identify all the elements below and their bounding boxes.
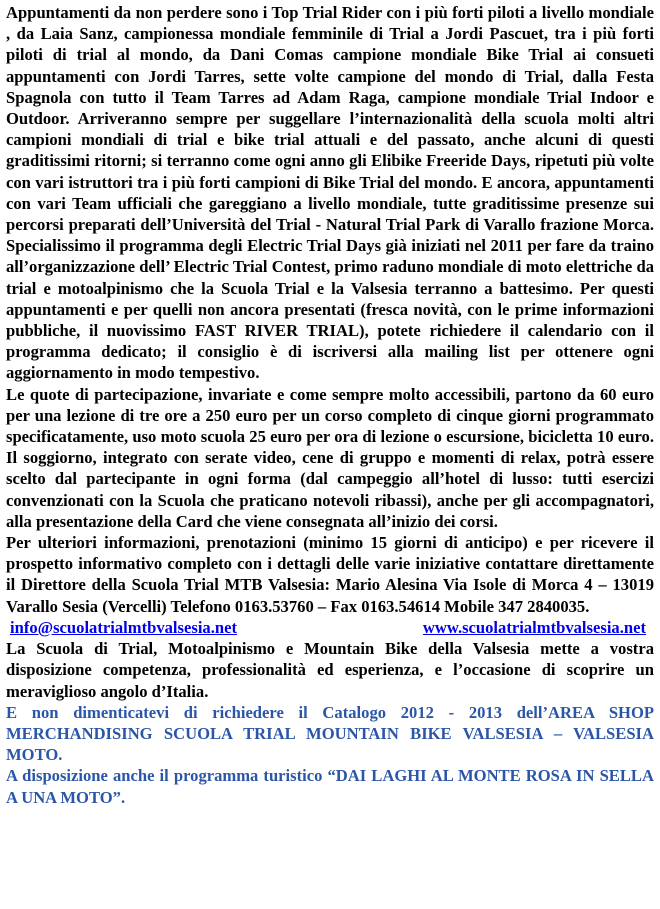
tour-note: A disposizione anche il programma turistico “DAI LAGHI AL MONTE ROSA IN SELLA A UNA MOTO”. [6,766,654,807]
catalog-note: E non dimenticatevi di richiedere il Catalogo 2012 - 2013 dell’AREA SHOP MERCHANDISING SCUOLA TRIAL MOUNTAIN BIKE VALSESIA – VALSESIA MOTO. [6,702,654,765]
paragraph-events: Appuntamenti da non perdere sono i Top Trial Rider con i più forti piloti a livello mondiale , da Laia Sanz, campionessa mondiale femminile di Trial a Jordi Pascuet, tra i più forti piloti di trial al mondo, da Dani Comas campione mondiale Bike Trial ai consueti appuntamenti con Jordi Tarres, sette volte campione del mondo di Trial, dalla Festa Spagnola con tutto il Team Tarres ad Adam Raga, campione mondiale Trial Indoor e Outdoor. Arriveranno sempre per suggellare l’internazionalità della scuola molti altri campioni mondiali di trial e bike trial attuali e del passato, anche alcuni di questi graditissimi ritorni; si terranno come ogni anno gli Elibike Freeride Days, ripetuti più volte con vari istruttori tra i più forti campioni di Bike Trial del mondo. E ancora, appuntamenti con vari Team ufficiali che gareggiano a livello mondiale, tutte graditissime presenze sui percorsi preparati dell’Università del Trial - Natural Trial Park di Varallo frazione Morca. Specialissimo il programma degli Electric Trial Days già iniziati nel 2011 per fare da traino all’organizzazione dell’ Electric Trial Contest, primo raduno mondiale di moto elettriche da trial e motoalpinismo che la Scuola Trial e la Valsesia terranno a battesimo. Per questi appuntamenti e per quelli non ancora presentati (fresca novità, con le prime informazioni pubbliche, il nuovissimo FAST RIVER TRIAL), potete richiedere il calendario con il programma dedicato; il consiglio è di iscriversi alla mailing list per ottenere ogni aggiornamento in modo tempestivo. [6,3,654,383]
closing-notes [6,702,654,808]
paragraph-contacts: Per ulteriori informazioni, prenotazioni (minimo 15 giorni di anticipo) e per ricevere il prospetto informativo completo con i dettagli delle varie iniziative contattare direttamente il Direttore della Scuola Trial MTB Valsesia: Mario Alesina Via Isole di Morca 4 – 13019 Varallo Sesia (Vercelli) Telefono 0163.53760 – Fax 0163.54614 Mobile 347 2840035. [6,533,654,616]
paragraph-school: La Scuola di Trial, Motoalpinismo e Mountain Bike della Valsesia mette a vostra disposizione competenza, professionalità ed esperienza, e l’occasione di scoprire un meraviglioso angolo d’Italia. [6,639,654,701]
document-page [6,2,654,808]
contact-links [6,617,654,638]
paragraph-prices: Le quote di partecipazione, invariate e come sempre molto accessibili, partono da 60 euro per una lezione di tre ore a 250 euro per un corso completo di cinque giorni programmato specificatamente, uso moto scuola 25 euro per ora di lezione o escursione, bicicletta 10 euro. Il soggiorno, integrato con serate video, cene di gruppo e momenti di relax, potrà essere scelto dal partecipante in ogni forma (dal campeggio all’hotel di lusso: tutti esercizi convenzionati con la Scuola che praticano notevoli ribassi), anche per gli accompagnatori, alla presentazione della Card che viene consegnata all’inizio dei corsi. [6,384,654,531]
website-link[interactable]: www.scuolatrialmtbvalsesia.net [422,617,646,637]
email-link[interactable]: info@scuolatrialmtbvalsesia.net [10,617,237,637]
